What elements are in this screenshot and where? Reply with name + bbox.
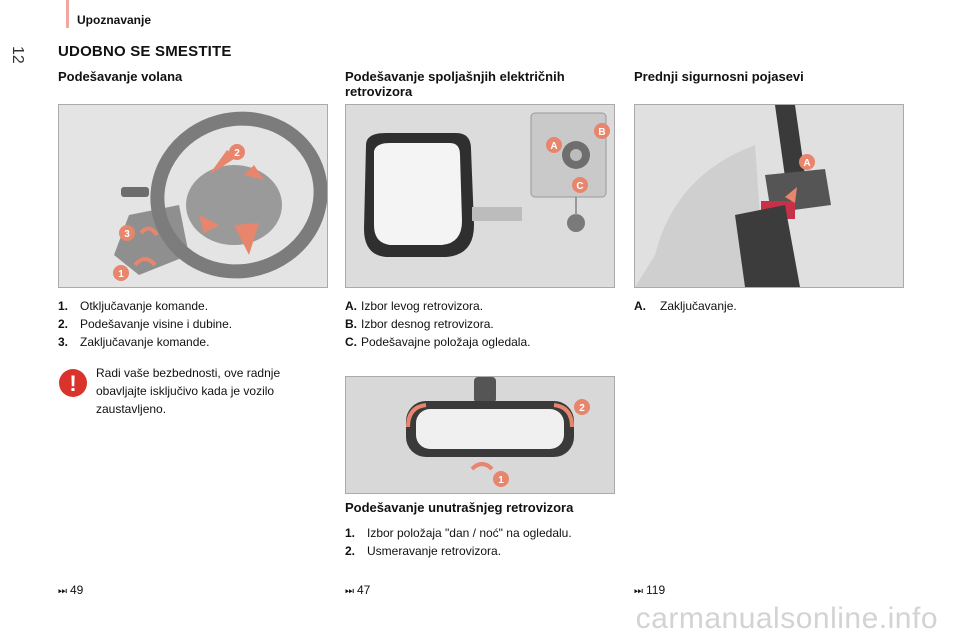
- steering-wheel-figure: [58, 104, 328, 288]
- seatbelt-figure: [634, 104, 904, 288]
- svg-text:!: !: [69, 371, 77, 396]
- page-ref-link[interactable]: ⏭ 47: [345, 583, 371, 597]
- list-item: 2. Usmeravanje retrovizora.: [345, 544, 502, 558]
- list-item: B. Izbor desnog retrovizora.: [345, 317, 494, 331]
- seatbelts-heading: Prednji sigurnosni pojasevi: [634, 69, 804, 84]
- list-item: A. Izbor levog retrovizora.: [345, 299, 484, 313]
- page-ref-link[interactable]: ⏭ 119: [634, 583, 666, 597]
- exterior-mirrors-list: [345, 297, 615, 351]
- exterior-mirrors-heading: Podešavanje spoljašnjih električnih retrovizora: [345, 69, 565, 99]
- interior-mirror-heading: Podešavanje unutrašnjeg retrovizora: [345, 500, 574, 515]
- next-page-icon: ⏭: [345, 586, 354, 597]
- callout-2: 2: [579, 403, 585, 414]
- list-item: 2. Podešavanje visine i dubine.: [58, 317, 233, 331]
- watermark: carmanualsonline.info: [635, 602, 938, 635]
- exterior-mirror-figure: [345, 104, 615, 288]
- callout-c: C: [576, 181, 584, 192]
- callout-1: 1: [498, 475, 504, 486]
- next-page-icon: ⏭: [634, 586, 643, 597]
- interior-mirror-list: [345, 524, 615, 560]
- section-label: Upoznavanje: [77, 13, 152, 27]
- callout-1: 1: [118, 269, 124, 280]
- section-accent-bar: [66, 0, 69, 28]
- steering-heading: Podešavanje volana: [58, 69, 183, 84]
- interior-mirror-figure: [345, 376, 615, 494]
- list-item: 1. Otključavanje komande.: [58, 299, 209, 313]
- callout-a: A: [803, 158, 811, 169]
- warning-text: Radi vaše bezbednosti, ove radnje obavljajte isključivo kada je vozilo zaustavljeno.: [96, 366, 281, 416]
- callout-2: 2: [234, 148, 240, 159]
- next-page-icon: ⏭: [58, 586, 67, 597]
- steering-list: [58, 297, 328, 351]
- list-item: A. Zaključavanje.: [634, 299, 737, 313]
- list-item: C. Podešavajne položaja ogledala.: [345, 335, 531, 349]
- callout-3: 3: [124, 229, 130, 240]
- list-item: 3. Zaključavanje komande.: [58, 335, 210, 349]
- callout-b: B: [598, 127, 606, 138]
- seatbelts-list: [634, 297, 902, 315]
- page-title: UDOBNO SE SMESTITE: [58, 43, 232, 60]
- page-ref-link[interactable]: ⏭ 49: [58, 583, 84, 597]
- callout-a: A: [550, 141, 558, 152]
- warning-icon: [58, 368, 88, 398]
- page-number: 12: [9, 46, 26, 64]
- list-item: 1. Izbor položaja "dan / noć" na ogledalu.: [345, 526, 572, 540]
